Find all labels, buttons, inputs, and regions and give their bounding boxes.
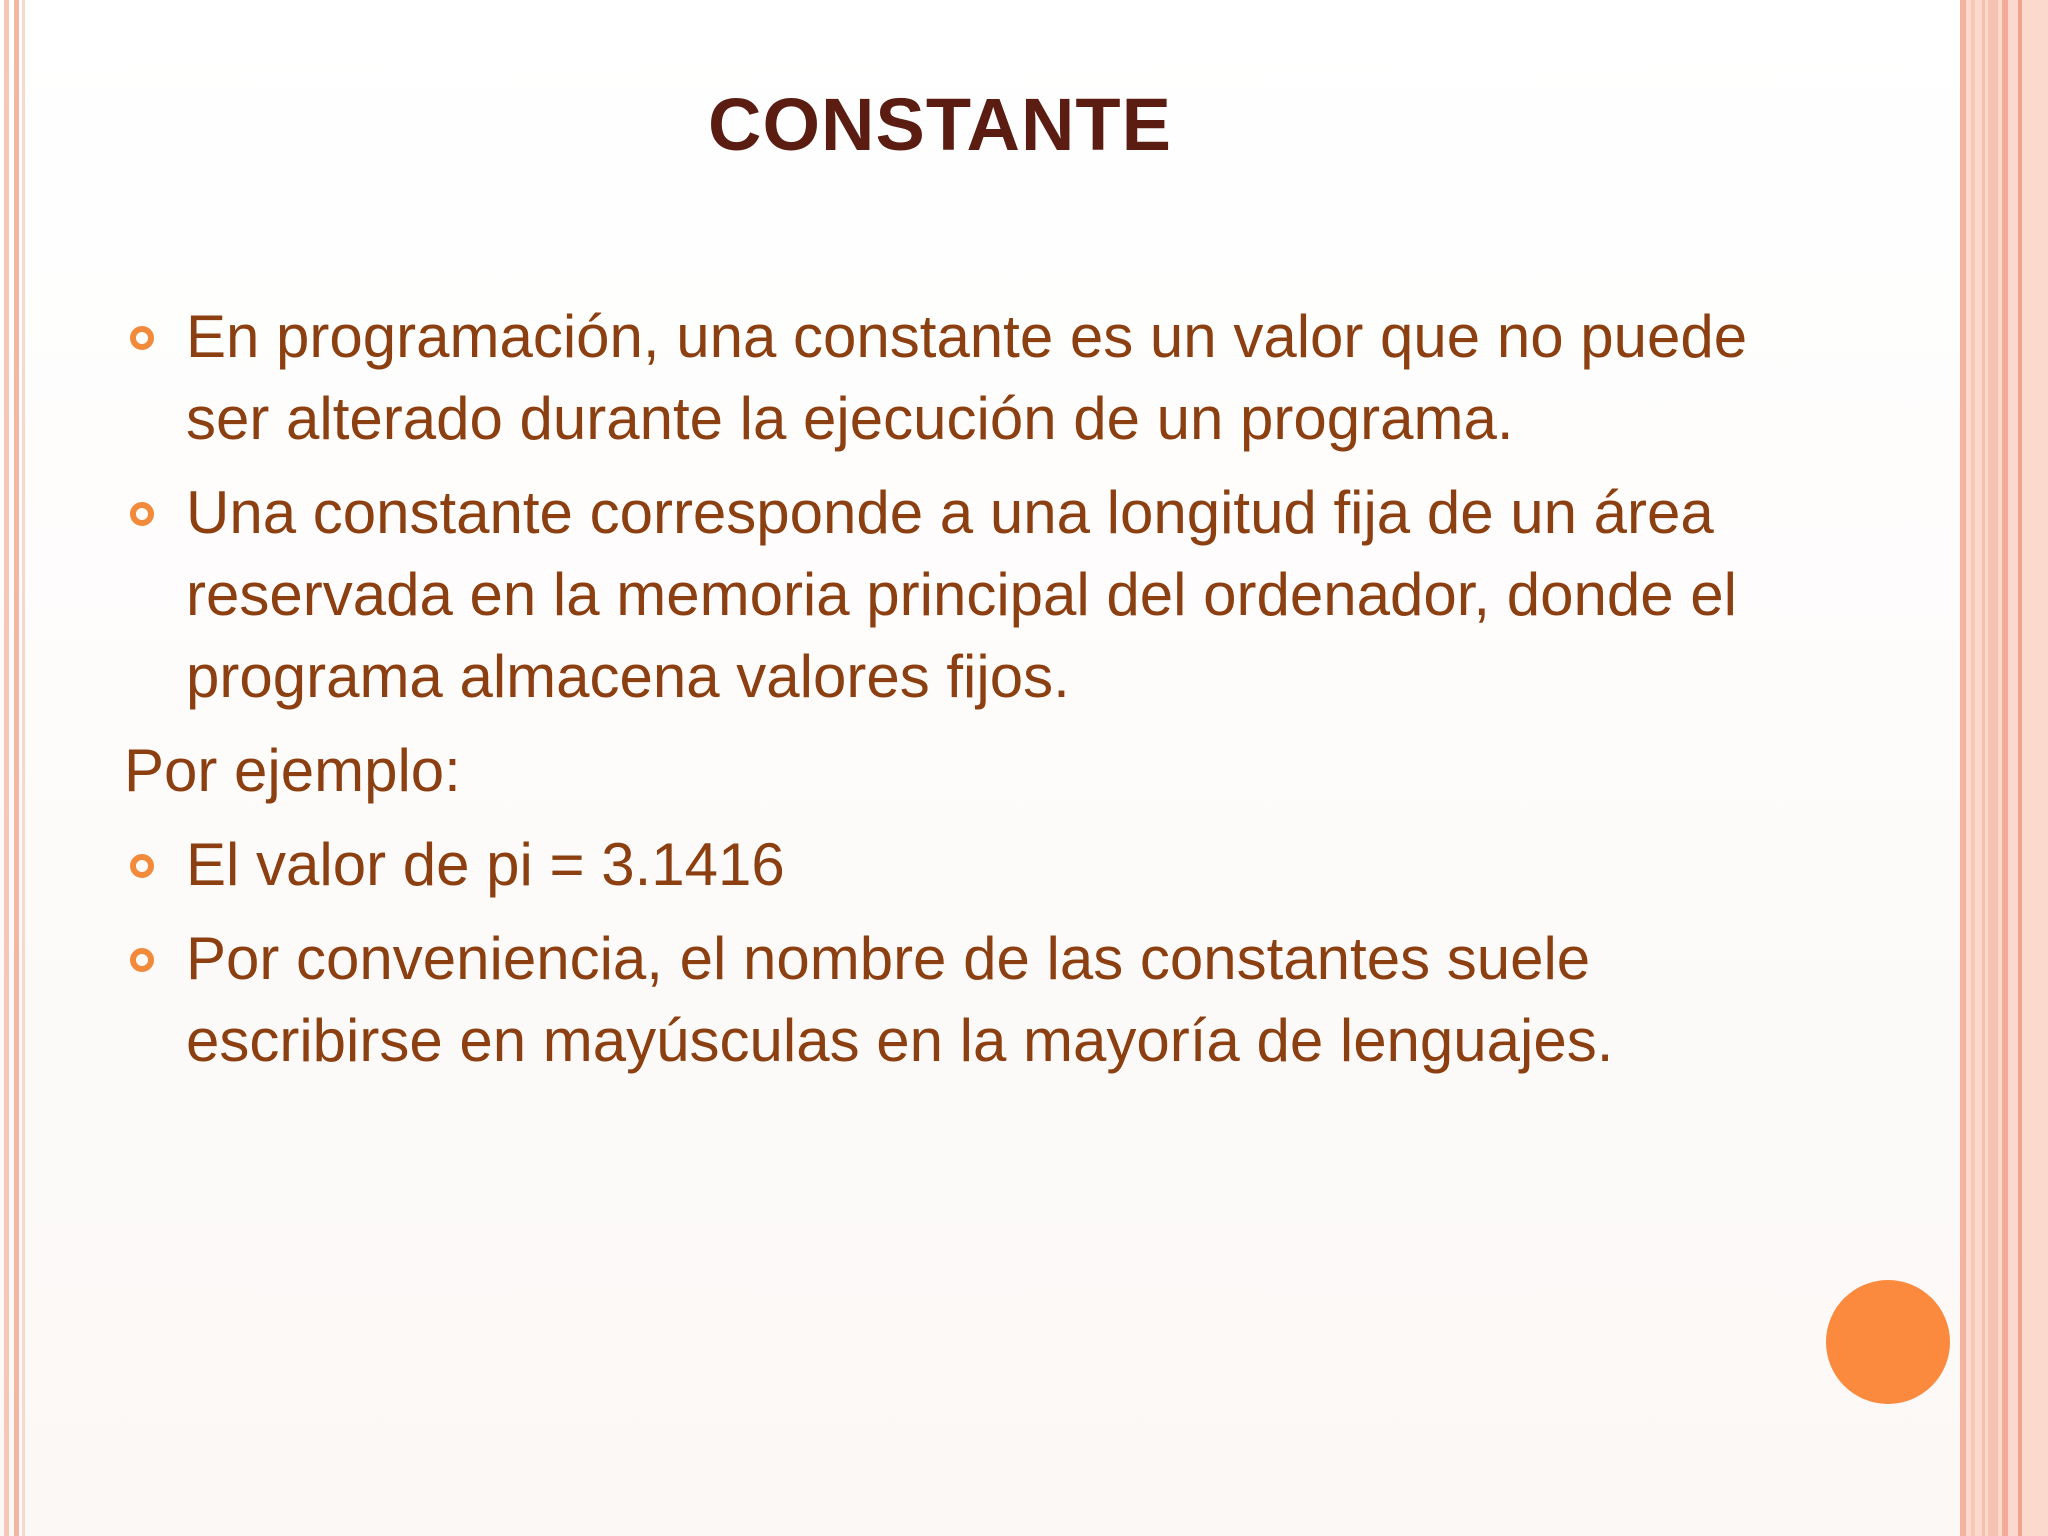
right-border-band: [1988, 0, 1998, 1536]
example-label: Por ejemplo:: [124, 737, 461, 804]
right-border-line: [1960, 0, 1966, 1536]
bullet-circle-icon: [130, 948, 154, 972]
decorative-circle: [1826, 1280, 1950, 1404]
bullet-item: [124, 296, 1824, 460]
left-border-line: [22, 0, 25, 1536]
bullet-circle-icon: [130, 326, 154, 350]
bullet-circle-icon: [130, 502, 154, 526]
right-border-line: [1982, 0, 1985, 1536]
left-border-line: [4, 0, 9, 1536]
bullet-circle-icon: [130, 854, 154, 878]
bullet-item: [124, 472, 1824, 718]
right-border-line: [2018, 0, 2022, 1536]
bullet-text: Una constante corresponde a una longitud fija de un área reservada en la memoria principal del ordenador, donde el programa almacena valores fijos.: [186, 479, 1737, 710]
bullet-text: Por conveniencia, el nombre de las constantes suele escribirse en mayúsculas en la mayoría de lenguajes.: [186, 925, 1614, 1074]
left-border-line: [14, 0, 19, 1536]
bullet-item: [124, 918, 1824, 1082]
bullet-text: El valor de pi = 3.1416: [186, 831, 785, 898]
right-border-line: [1971, 0, 1975, 1536]
slide-title: CONSTANTE: [708, 83, 1172, 166]
right-border-line: [2002, 0, 2008, 1536]
bullet-item: [124, 824, 1824, 906]
slide-content: [124, 296, 1824, 1094]
bullet-text: En programación, una constante es un valor que no puede ser alterado durante la ejecución de un programa.: [186, 303, 1748, 452]
